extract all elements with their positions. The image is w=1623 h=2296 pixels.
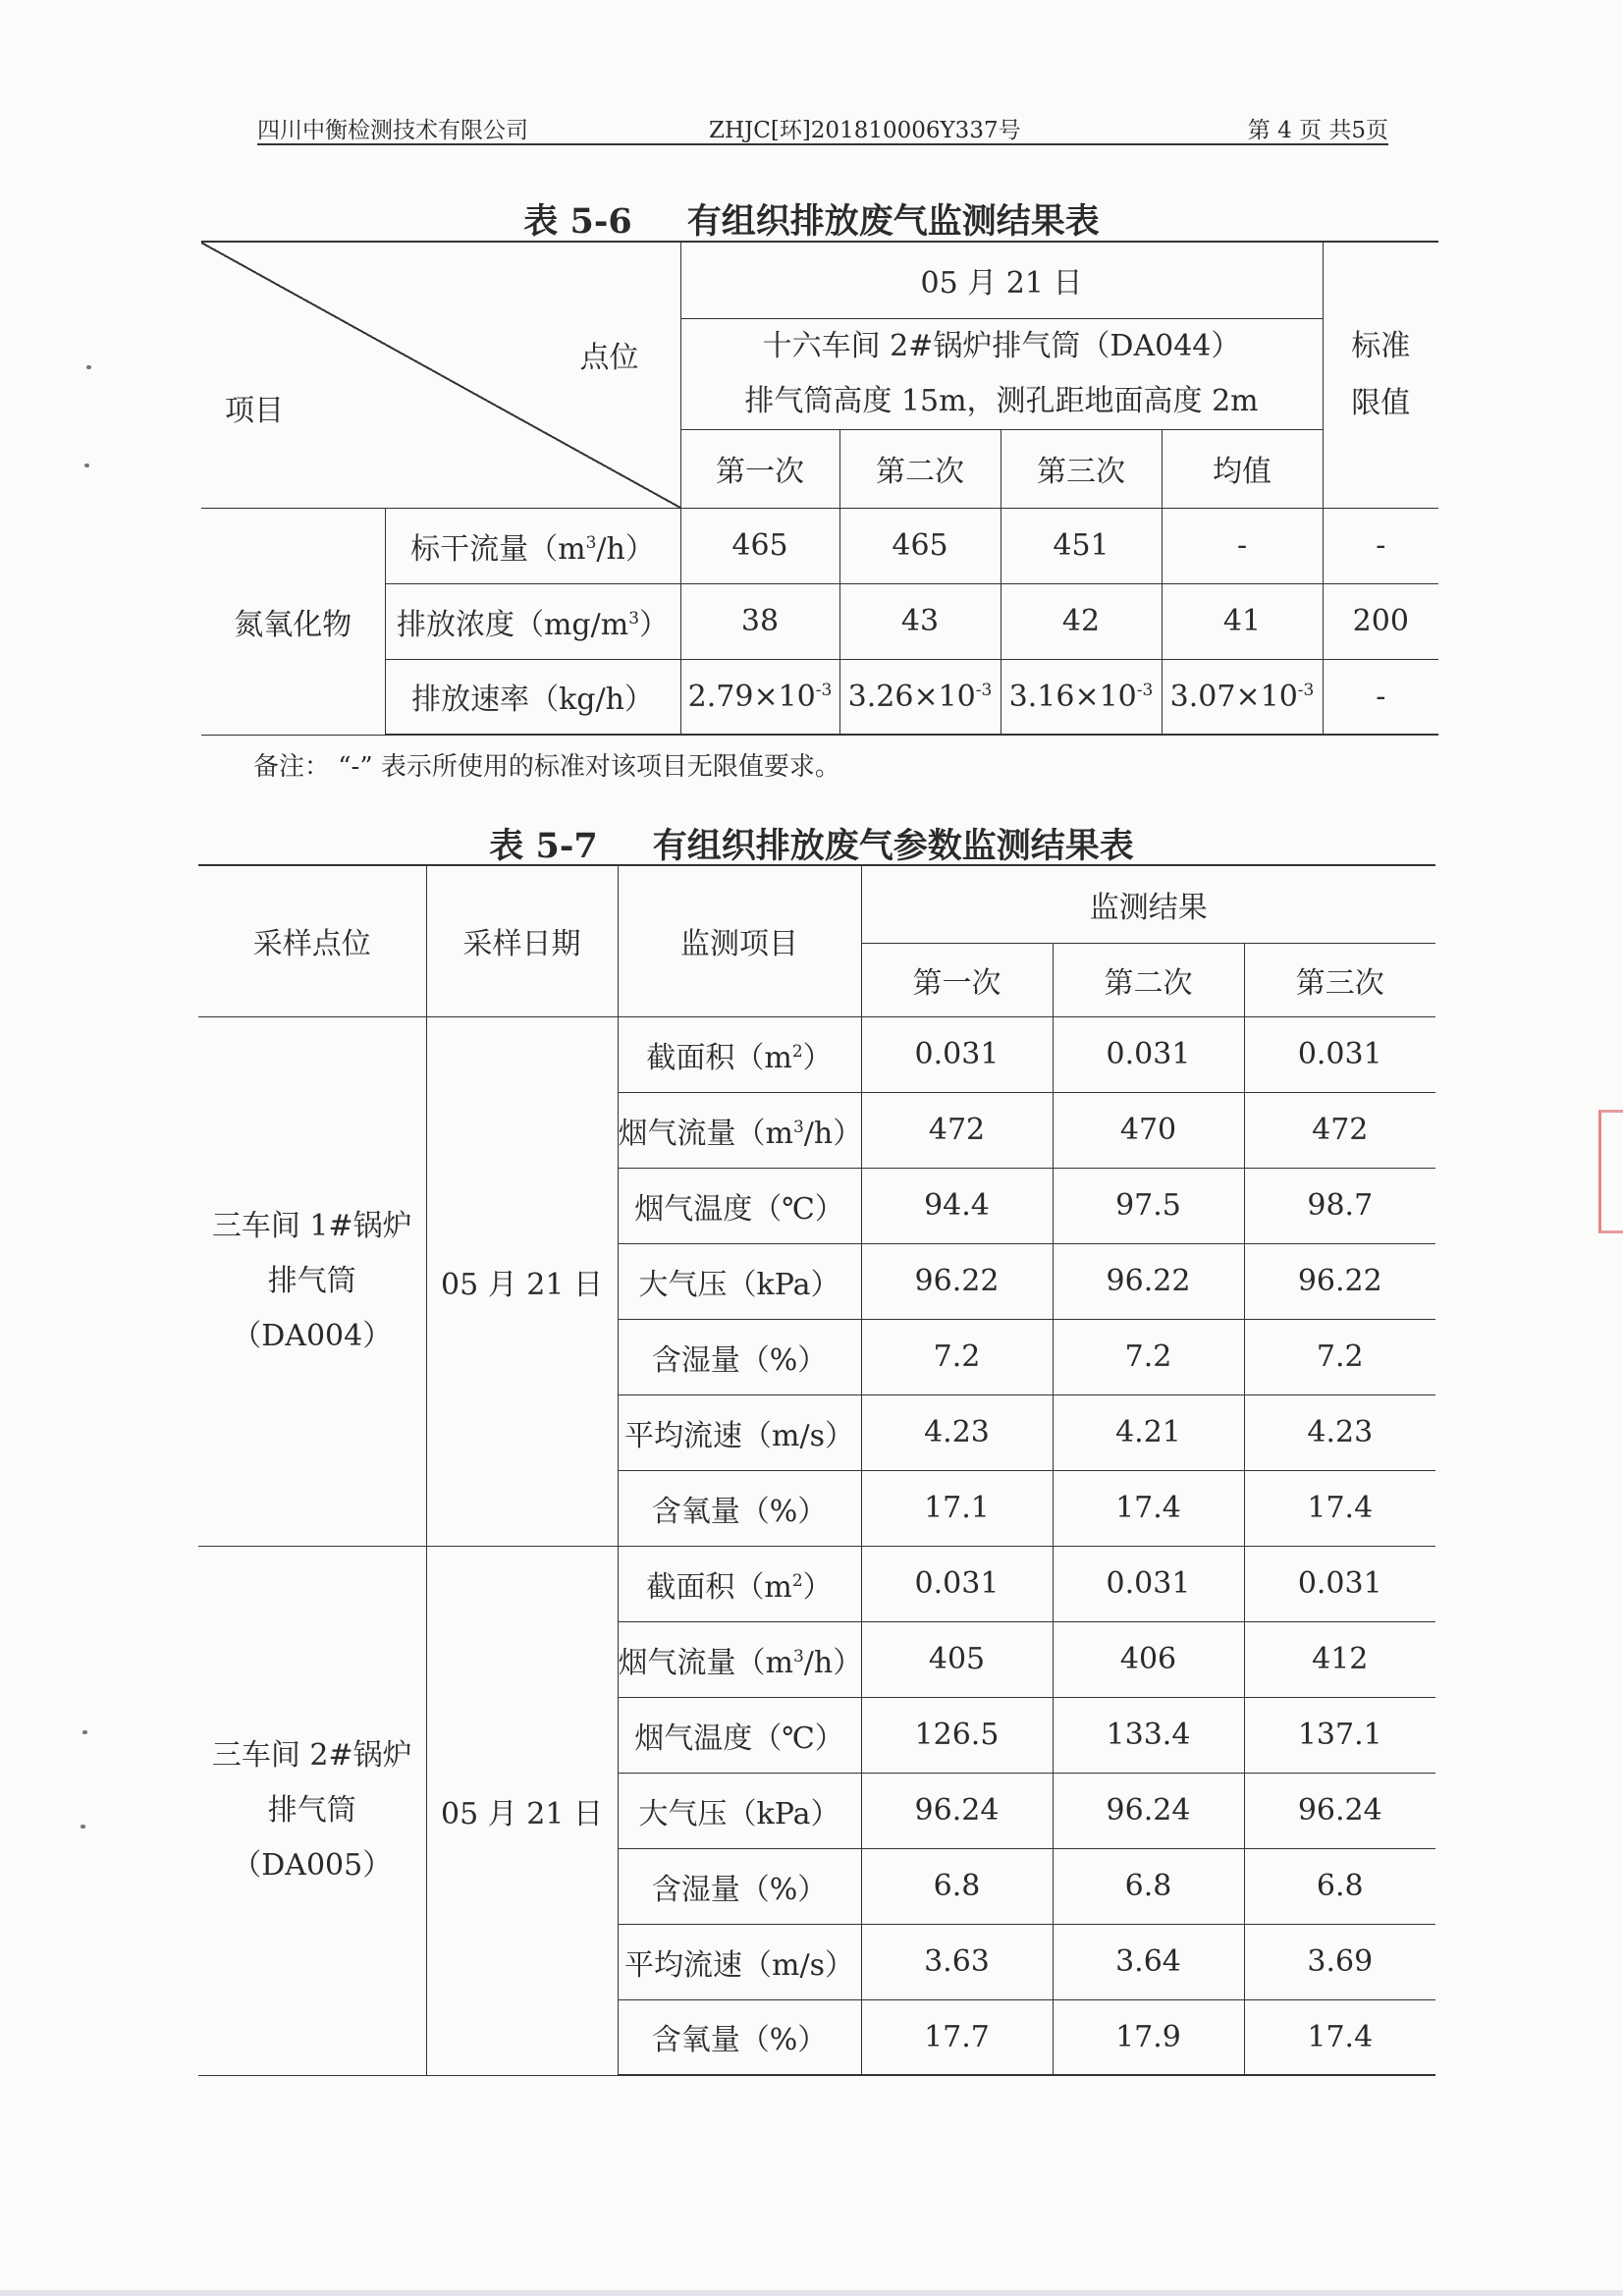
limit-cell: - [1323, 508, 1438, 583]
scan-speck [82, 1730, 87, 1734]
avg-cell: 41 [1162, 583, 1323, 659]
table-5-7 [198, 864, 1435, 2076]
head-date: 采样日期 [426, 865, 618, 1016]
item-cell: 含湿量（%） [618, 1319, 861, 1394]
value-cell: 3.63 [861, 1924, 1053, 1999]
item-cell: 排放速率（kg/h） [385, 659, 680, 735]
value-cell: 6.8 [1244, 1848, 1435, 1924]
value-cell: 38 [680, 583, 839, 659]
diagonal-header-cell [201, 242, 680, 508]
page-number: 第 4 页 共5页 [1247, 118, 1388, 143]
table-row [201, 508, 1438, 583]
value-cell: 43 [839, 583, 1001, 659]
item-cell: 含氧量（%） [618, 1999, 861, 2075]
value-cell: 96.22 [1053, 1243, 1244, 1319]
diag-label-site: 点位 [579, 341, 639, 375]
sampling-date-cell: 05 月 21 日 [426, 1016, 618, 1546]
value-cell: 472 [861, 1092, 1053, 1168]
item-cell: 烟气温度（℃） [618, 1697, 861, 1773]
value-cell: 126.5 [861, 1697, 1053, 1773]
item-cell: 烟气流量$(m^3/h)$ [618, 1092, 861, 1168]
value-cell: 17.1 [861, 1470, 1053, 1546]
scan-speck [86, 365, 91, 369]
value-cell: 17.4 [1244, 1999, 1435, 2075]
value-cell: 6.8 [861, 1848, 1053, 1924]
col-header-3: 第三次 [1244, 943, 1435, 1016]
value-cell: 4.23 [861, 1394, 1053, 1470]
item-cell: 烟气流量$(m^3/h)$ [618, 1621, 861, 1697]
item-cell: 排放浓度$(mg/m^3)$ [385, 583, 680, 659]
col-header-avg: 均值 [1162, 429, 1323, 508]
value-cell: 96.24 [1244, 1773, 1435, 1848]
value-cell: 465 [680, 508, 839, 583]
scan-speck [81, 1825, 85, 1829]
value-cell: 96.22 [861, 1243, 1053, 1319]
value-cell: 472 [1244, 1092, 1435, 1168]
value-cell: 405 [861, 1621, 1053, 1697]
value-cell: 0.031 [1053, 1016, 1244, 1092]
avg-cell: - [1162, 508, 1323, 583]
value-cell: 96.24 [1053, 1773, 1244, 1848]
item-cell: 大气压（kPa） [618, 1243, 861, 1319]
col-header-2: 第二次 [1053, 943, 1244, 1016]
value-cell: 7.2 [1053, 1319, 1244, 1394]
table-5-7-title [0, 819, 1623, 868]
item-cell: 标干流量$(m^3/h)$ [385, 508, 680, 583]
head-result: 监测结果 [861, 865, 1435, 943]
scan-speck [84, 464, 89, 467]
report-number: ZHJC[环]201810006Y337号 [709, 118, 1021, 143]
page-header [257, 108, 1388, 145]
sampling-site-cell: 三车间 1#锅炉 排气筒 （DA004） [198, 1016, 426, 1546]
item-cell: 大气压（kPa） [618, 1773, 861, 1848]
value-cell: 470 [1053, 1092, 1244, 1168]
pollutant-cell: 氮氧化物 [201, 508, 385, 735]
value-cell: 98.7 [1244, 1168, 1435, 1243]
limit-cell: 200 [1323, 583, 1438, 659]
table-row [201, 583, 1438, 659]
col-header-1: 第一次 [680, 429, 839, 508]
value-cell: 94.4 [861, 1168, 1053, 1243]
table-5-7-number: 表 5-7 [489, 826, 598, 866]
value-cell: $3.26\times 10^{-3}$ [839, 659, 1001, 735]
value-cell: $3.16\times 10^{-3}$ [1001, 659, 1162, 735]
value-cell: 4.23 [1244, 1394, 1435, 1470]
company-name: 四川中衡检测技术有限公司 [257, 118, 528, 143]
table-5-6-number: 表 5-6 [523, 201, 632, 242]
value-cell: 0.031 [861, 1546, 1053, 1621]
standard-limit-header: 标准 限值 [1323, 242, 1438, 508]
avg-cell: $3.07\times 10^{-3}$ [1162, 659, 1323, 735]
col-header-3: 第三次 [1001, 429, 1162, 508]
value-cell: 17.4 [1244, 1470, 1435, 1546]
item-cell: 烟气温度（℃） [618, 1168, 861, 1243]
head-site: 采样点位 [198, 865, 426, 1016]
value-cell: 96.24 [861, 1773, 1053, 1848]
item-cell: 含湿量（%） [618, 1848, 861, 1924]
value-cell: 4.21 [1053, 1394, 1244, 1470]
red-stamp-edge [1598, 1110, 1623, 1233]
table-row [198, 1546, 1435, 1621]
date-header: 05 月 21 日 [680, 242, 1323, 318]
table-row [201, 659, 1438, 735]
col-header-1: 第一次 [861, 943, 1053, 1016]
item-cell: 截面积$(m^2)$ [618, 1546, 861, 1621]
item-cell: 平均流速（m/s） [618, 1394, 861, 1470]
value-cell: 465 [839, 508, 1001, 583]
table-row [198, 1016, 1435, 1092]
value-cell: 17.9 [1053, 1999, 1244, 2075]
value-cell: 97.5 [1053, 1168, 1244, 1243]
head-item: 监测项目 [618, 865, 861, 1016]
value-cell: 6.8 [1053, 1848, 1244, 1924]
value-cell: 0.031 [1053, 1546, 1244, 1621]
table-5-7-title-text: 有组织排放废气参数监测结果表 [652, 826, 1134, 866]
value-cell: 133.4 [1053, 1697, 1244, 1773]
limit-cell: - [1323, 659, 1438, 735]
value-cell: 0.031 [861, 1016, 1053, 1092]
value-cell: 0.031 [1244, 1016, 1435, 1092]
site-header: 十六车间 2#锅炉排气筒（DA044） 排气筒高度 15m，测孔距地面高度 2m [680, 318, 1323, 429]
value-cell: 3.69 [1244, 1924, 1435, 1999]
scan-bottom-edge [0, 2290, 1623, 2296]
value-cell: 412 [1244, 1621, 1435, 1697]
value-cell: 17.7 [861, 1999, 1053, 2075]
value-cell: 3.64 [1053, 1924, 1244, 1999]
diag-label-item: 项目 [225, 394, 284, 428]
table-5-6-title-text: 有组织排放废气监测结果表 [686, 201, 1100, 242]
value-cell: 406 [1053, 1621, 1244, 1697]
table-note: 备注： “-” 表示所使用的标准对该项目无限值要求。 [253, 752, 840, 782]
value-cell: 96.22 [1244, 1243, 1435, 1319]
value-cell: 137.1 [1244, 1697, 1435, 1773]
col-header-2: 第二次 [839, 429, 1001, 508]
value-cell: 7.2 [1244, 1319, 1435, 1394]
value-cell: 7.2 [861, 1319, 1053, 1394]
value-cell: 42 [1001, 583, 1162, 659]
item-cell: 截面积$(m^2)$ [618, 1016, 861, 1092]
sampling-date-cell: 05 月 21 日 [426, 1546, 618, 2075]
table-5-6 [201, 241, 1438, 736]
item-cell: 平均流速（m/s） [618, 1924, 861, 1999]
value-cell: $2.79\times 10^{-3}$ [680, 659, 839, 735]
value-cell: 451 [1001, 508, 1162, 583]
value-cell: 0.031 [1244, 1546, 1435, 1621]
table-5-6-title [0, 194, 1623, 244]
sampling-site-cell: 三车间 2#锅炉 排气筒 （DA005） [198, 1546, 426, 2075]
item-cell: 含氧量（%） [618, 1470, 861, 1546]
value-cell: 17.4 [1053, 1470, 1244, 1546]
